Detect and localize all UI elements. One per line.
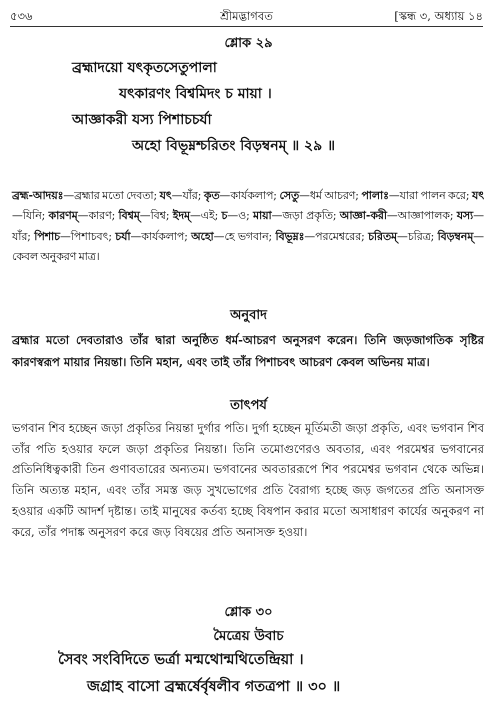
synonym-meaning: জড়া প্রকৃতি; (282, 209, 340, 223)
synonym-word: যস্য (456, 209, 474, 223)
synonym-meaning: ব্রহ্মার মতো দেবতা; (74, 189, 160, 202)
synonym-word: মায়া (252, 209, 272, 223)
sloka-29-line-4: অহো বিভূম্নশ্চরিতং বিড়ম্বনম্ ॥ ২৯ ॥ (132, 138, 336, 154)
sloka-29-line-3: আজ্ঞাকরী যস্য পিশাচচর্যা (72, 112, 212, 128)
synonym-meaning: হে ভগবান; (224, 229, 276, 243)
synonym-meaning: বিশ্ব; (150, 209, 173, 223)
sloka-30-speaker: মৈত্রেয় উবাচ (213, 628, 284, 644)
translation-text: ব্রহ্মার মতো দেবতারাও তাঁর দ্বারা অনুষ্ঠিত ধর্ম-আচরণ অনুসরণ করেন। তিনি জড়জাগতিক সৃষ্টির কারণস্বরূপ মায়ার নিয়ন্তা। তিনি মহান, এবং তাই তাঁর পিশাচবৎ আচরণ কেবল অভিনয় মাত্র। (12, 333, 484, 369)
synonym-word: কৃত (203, 189, 220, 202)
synonym-word: অহো (191, 229, 214, 243)
synonym-word: সেতু (279, 189, 300, 202)
synonym-meaning: যারা পালন করে; (399, 189, 472, 202)
synonym-word: ইদম্ (172, 209, 190, 223)
synonym-word: বিশ্বম্ (118, 209, 140, 223)
synonym-meaning: এই; (200, 209, 222, 223)
synonym-word: বিভূম্নঃ (275, 229, 305, 243)
synonym-word: চরিতম্ (368, 229, 398, 243)
header-rule (10, 26, 483, 27)
book-title: শ্রীমদ্ভাগবত (220, 9, 273, 23)
synonym-meaning: কেবল অনুকরণ মাত্র। (12, 250, 100, 264)
synonym-word: কারণম্ (48, 209, 78, 223)
synonym-word: চ (221, 209, 228, 223)
purport-heading: তাৎপর্য (230, 398, 267, 413)
page-number: ৫৩৬ (10, 9, 33, 23)
synonym-meaning: ও; (238, 209, 253, 223)
synonym-meaning: যাঁর; (182, 189, 204, 202)
synonym-meaning: কার্যকলাপ; (230, 189, 280, 202)
sloka-30-label: শ্লোক ৩০ (224, 605, 273, 620)
synonym-meaning: যাঁর; (12, 229, 35, 243)
synonym-word: ব্রহ্ম-আদয়ঃ (12, 189, 64, 202)
synonym-meaning: কারণ; (88, 209, 119, 223)
purport-text: ভগবান শিব হচ্ছেন জড়া প্রকৃতির নিয়ন্তা দুর্গার পতি। দুর্গা হচ্ছেন মূর্তিমতী জড়া প্রকৃতি, এবং ভগবান শিব তাঁর পতি হওয়ার ফলে জড়া প্রকৃতির নিয়ন্তা। তিনি তমোগুণেরও অবতার, এবং পরমেশ্বর ভগবানের প্রতিনিধিত্বকারী তিন গুণাবতারের অন্যতম। ভগবানের অবতাররূপে শিব পরমেশ্বর ভগবান থেকে অভিন্ন। তিনি অত্যন্ত মহান, এবং তাঁর সমস্ত জড় সুখভোগের প্রতি বৈরাগ্য হচ্ছে জড় জগতের প্রতি অনাসক্ত হওয়ার একটি আদর্শ দৃষ্টান্ত। তাই মানুষের কর্তব্য হচ্ছে বিষপান করার মতো অসাধারণ কার্যের অনুকরণ না করে, তাঁর পদাঙ্ক অনুসরণ করে জড় বিষয়ের প্রতি অনাসক্ত হওয়া। (12, 421, 484, 539)
synonym-meaning: যিনি; (22, 209, 49, 223)
synonym-word: বিড়ম্বনম্ (437, 229, 474, 243)
synonym-word: যৎ (159, 189, 172, 202)
synonym-meaning: ধর্ম আচরণ; (309, 189, 362, 202)
chapter-reference: [স্কন্ধ ৩, অধ্যায় ১৪ (394, 9, 483, 23)
synonym-word: পিশাচ (34, 229, 60, 243)
synonym-word: আজ্ঞা-করী (339, 209, 387, 223)
synonym-word: পালাঃ (361, 189, 389, 202)
word-for-word-synonyms: ব্রহ্ম-আদয়ঃ—ব্রহ্মার মতো দেবতা; যৎ—যাঁর; কৃত—কার্যকলাপ; সেতু—ধর্ম আচরণ; পালাঃ—যারা পালন করে; যৎ—যিনি; কারণম্—কারণ; বিশ্বম্—বিশ্ব; ইদম্—এই; চ—ও; মায়া—জড়া প্রকৃতি; আজ্ঞা-করী—আজ্ঞাপালক; যস্য—যাঁর; পিশাচ—পিশাচবৎ; চর্যা—কার্যকলাপ; অহো—হে ভগবান; বিভূম্নঃ—পরমেশ্বরের; চরিতম্—চরিত্র; বিড়ম্বনম্—কেবল অনুকরণ মাত্র। (12, 189, 484, 264)
synonym-meaning: কার্যকলাপ; (141, 229, 192, 243)
translation-heading: অনুবাদ (230, 308, 267, 323)
sloka-29-line-1: ব্রহ্মাদয়ো যৎকৃতসেতুপালা (72, 60, 217, 76)
synonym-meaning: পিশাচবৎ; (70, 229, 116, 243)
synonym-meaning: চরিত্র; (407, 229, 438, 243)
synonym-word: চর্যা (115, 229, 131, 243)
running-header (10, 8, 483, 24)
sloka-29-line-2: যৎকারণং বিশ্বমিদং চ মায়া । (119, 86, 272, 102)
synonym-meaning: পরমেশ্বরের; (315, 229, 369, 243)
sloka-29-label: শ্লোক ২৯ (224, 36, 273, 51)
synonym-meaning: আজ্ঞাপালক; (397, 209, 457, 223)
synonym-word: যৎ (472, 189, 484, 202)
sloka-30-line-2: জগ্রাহ বাসো ব্রহ্মর্ষের্বৃষলীব গতত্রপা ॥ ৩০ ॥ (87, 678, 341, 695)
sloka-30-line-1: সৈবং সংবিদিতে ভর্ত্রা মন্মথোন্মথিতেন্দ্রিয়া । (58, 651, 304, 668)
